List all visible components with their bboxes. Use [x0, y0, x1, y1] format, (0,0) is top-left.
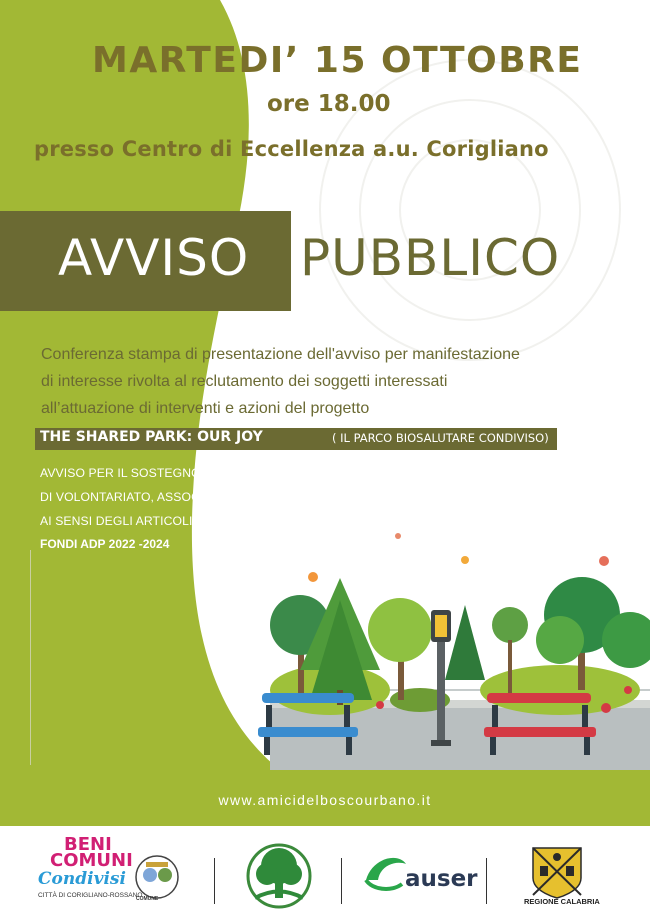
event-time: ore 18.00 — [267, 91, 391, 117]
beni-comuni-logo-line3: Condivisi — [38, 869, 126, 889]
beni-comuni-logo-line1: BENI — [64, 834, 112, 855]
details-line: AI SENSI DEGLI ARTICOLI 72 E 73 DEL D.LGS. N. 117/2017, CODICE DEL TERZO SETTORE. — [40, 514, 572, 528]
website-link[interactable]: www.amicidelboscourbano.it — [218, 792, 432, 808]
logo-separator — [341, 858, 342, 904]
intro-line: Conferenza stampa di presentazione dell'avviso per manifestazione — [41, 346, 520, 363]
beni-comuni-logo-line2: COMUNI — [50, 850, 133, 871]
intro-line: di interesse rivolta al reclutamento dei soggetti interessati — [41, 373, 448, 390]
auser-logo-icon — [366, 858, 406, 889]
funds-text: FONDI ADP 2022 -2024 — [40, 537, 170, 551]
regione-calabria-shield-icon — [533, 848, 581, 898]
title-pubblico: PUBBLICO — [300, 229, 561, 287]
comune-label: COMUNE — [136, 896, 159, 902]
title-avviso: AVVISO — [58, 229, 250, 287]
logo-separator — [214, 858, 215, 904]
bosco-urbano-logo-icon — [248, 845, 310, 907]
regione-label: REGIONE CALABRIA — [524, 897, 600, 906]
event-venue: presso Centro di Eccellenza a.u. Corigliano — [34, 137, 549, 161]
comune-crest-icon — [136, 856, 178, 898]
event-date: MARTEDI’ 15 OTTOBRE — [92, 40, 583, 81]
intro-line: all’attuazione di interventi e azioni del progetto — [41, 400, 370, 417]
logo-separator — [486, 858, 487, 904]
auser-logo-text: auser — [405, 866, 478, 892]
beni-comuni-logo-line4: CITTÀ DI CORIGLIANO-ROSSANO — [38, 892, 143, 899]
details-line: AVVISO PER IL SOSTEGNO DI PROGETTI DI RILEVANZA LOCALE PROMOSSI DAORGANIZZAZIONI — [40, 466, 618, 480]
project-name: THE SHARED PARK: OUR JOY — [40, 429, 263, 445]
project-subtitle: ( IL PARCO BIOSALUTARE CONDIVISO) — [332, 431, 549, 445]
details-line: DI VOLONTARIATO, ASSOCIAZIONI DI PROMOZIONE SOCIALE E FONDAZIONI DEL TERZO SETTORE — [40, 490, 631, 504]
